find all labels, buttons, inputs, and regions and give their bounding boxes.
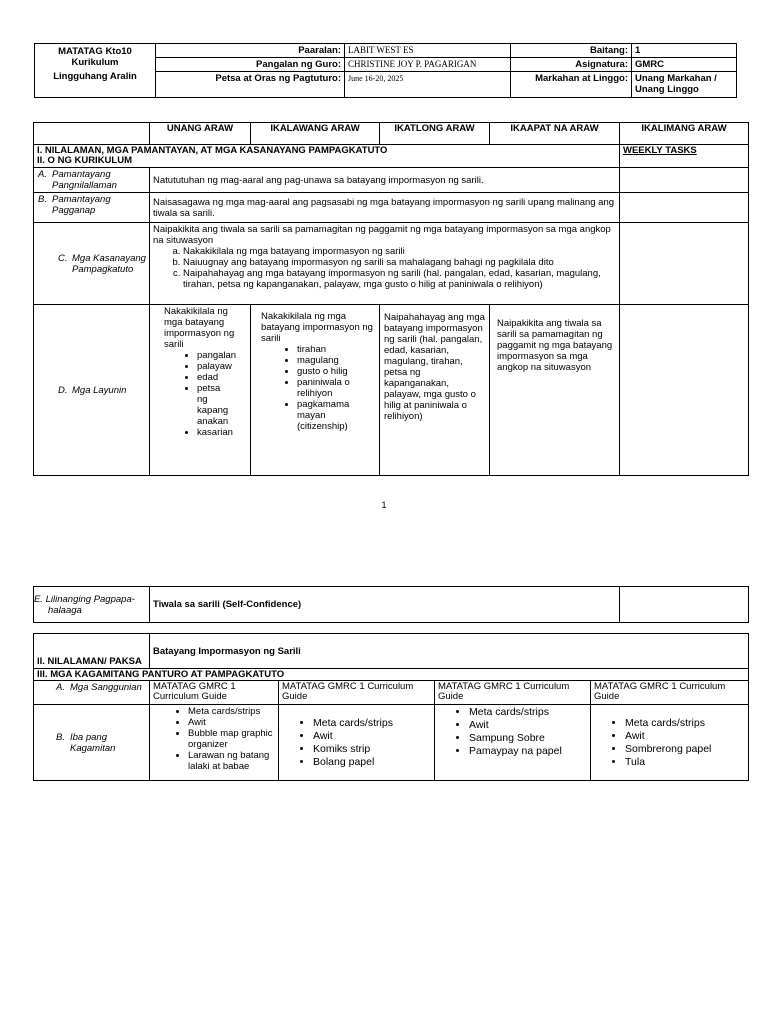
layunin-intro: Nakakikilala ng mga batayang impormasyon ng sarili bbox=[164, 306, 235, 350]
kasanayang-pampagkatuto-value bbox=[150, 223, 620, 305]
kasanayang-intro: Naipakikita ang tiwala sa sarili sa pamamagitan ng paggamit ng mga batayang impormasyon sa mga angkop na situwasyon bbox=[153, 224, 611, 246]
pagpapahalaga-label bbox=[34, 587, 150, 623]
kagamitan-day1 bbox=[150, 705, 279, 781]
layunin-item: • magulang bbox=[297, 355, 376, 366]
section1-title bbox=[34, 145, 620, 168]
petsa-label: Petsa at Oras ng Pagtuturo: bbox=[156, 72, 345, 98]
petsa-value: June 16-20, 2025 bbox=[345, 72, 511, 98]
weekly-tasks-cell bbox=[620, 223, 749, 305]
kagamitan-item: • Awit bbox=[469, 719, 587, 732]
header-left-title bbox=[35, 44, 156, 98]
kagamitan-item: • Pamaypay na papel bbox=[469, 745, 587, 758]
nilalaman-value: Batayang Impormasyon ng Sarili bbox=[150, 634, 749, 669]
layunin-item: • palayaw bbox=[197, 361, 247, 372]
kasanayang-item: b. Naiuugnay ang batayang impormasyon ng sarili sa mahalagang bahagi ng pagkilala dito bbox=[183, 257, 616, 268]
markahan-value: Unang Markahan / Unang Linggo bbox=[632, 72, 737, 98]
pamantayang-pangnilalaman-label bbox=[34, 168, 150, 193]
kagamitan-list bbox=[594, 717, 745, 769]
pamantayang-pagganap-label bbox=[34, 193, 150, 223]
header-title-line: MATATAG Kto10 bbox=[58, 46, 132, 57]
layunin-item: • pangalan bbox=[197, 350, 247, 361]
header-title-line: Lingguhang Aralin bbox=[53, 71, 137, 82]
kasanayang-pampagkatuto-label bbox=[34, 223, 150, 305]
kagamitan-item: • Meta cards/strips bbox=[313, 717, 431, 730]
nilalaman-table bbox=[33, 633, 749, 781]
kasanayang-list bbox=[153, 246, 616, 290]
asignatura-label: Asignatura: bbox=[511, 58, 632, 72]
kagamitan-item: • Awit bbox=[313, 730, 431, 743]
day-header: IKATLONG ARAW bbox=[380, 123, 490, 145]
layunin-day4: Naipakikita ang tiwala sa sarili sa pamamagitan ng paggamit ng mga batayang impormasyon sa mga angkop na situwasyon bbox=[490, 305, 620, 476]
label-number: B. bbox=[56, 731, 65, 743]
paaralan-value: LABIT WEST ES bbox=[345, 44, 511, 58]
kagamitan-title: III. MGA KAGAMITANG PANTURO AT PAMPAGKATUTO bbox=[34, 669, 749, 681]
kagamitan-item: • Awit bbox=[188, 717, 275, 728]
sanggunian-value: MATATAG GMRC 1 Curriculum Guide bbox=[150, 681, 279, 705]
kagamitan-item: • Meta cards/strips bbox=[625, 717, 745, 730]
layunin-day5 bbox=[620, 305, 749, 476]
label-number: C. bbox=[58, 252, 68, 264]
label-number: D. bbox=[58, 384, 68, 396]
kagamitan-item: • Meta cards/strips bbox=[188, 706, 275, 717]
label-number: A. bbox=[56, 682, 65, 693]
paaralan-label: Paaralan: bbox=[156, 44, 345, 58]
layunin-list bbox=[261, 344, 376, 432]
day-header: IKAAPAT NA ARAW bbox=[490, 123, 620, 145]
sanggunian-value: MATATAG GMRC 1 Curriculum Guide bbox=[435, 681, 591, 705]
kagamitan-item: • Bubble map graphic organizer bbox=[188, 728, 275, 750]
kagamitan-day2 bbox=[279, 705, 435, 781]
baitang-value: 1 bbox=[632, 44, 737, 58]
weekly-tasks-cell bbox=[620, 168, 749, 193]
label-text: Lilinanging Pagpapa-halaaga bbox=[45, 593, 135, 616]
kagamitan-item: • Tula bbox=[625, 756, 745, 769]
layunin-item: • paniniwala o relihiyon bbox=[297, 377, 363, 399]
kagamitan-item: • Meta cards/strips bbox=[469, 706, 587, 719]
guro-label: Pangalan ng Guro: bbox=[156, 58, 345, 72]
layunin-item: • petsa ng kapang anakan bbox=[197, 383, 229, 427]
kagamitan-day3 bbox=[435, 705, 591, 781]
weekly-tasks-cell bbox=[620, 193, 749, 223]
kasanayang-item: c. Naipahahayag ang mga batayang impormasyon ng sarili (hal. pangalan, edad, kasarian, magulang, tirahan, petsa ng kapanganakan, palayaw, mga gusto o hilig at paniniwala o relihiyon) bbox=[183, 268, 616, 290]
header-table bbox=[34, 43, 737, 98]
kagamitan-item: • Larawan ng batang lalaki at babae bbox=[188, 750, 275, 772]
main-table bbox=[33, 122, 749, 476]
layunin-list bbox=[164, 350, 247, 438]
pagpapahalaga-value: Tiwala sa sarili (Self-Confidence) bbox=[150, 587, 620, 623]
layunin-item: • edad bbox=[197, 372, 247, 383]
label-number: B. bbox=[38, 194, 47, 205]
section-title-line: I. NILALAMAN, MGA PAMANTAYAN, AT MGA KASANAYANG PAMPAGKATUTO bbox=[37, 145, 388, 156]
mga-layunin-label bbox=[34, 305, 150, 476]
layunin-day2 bbox=[251, 305, 380, 476]
asignatura-value: GMRC bbox=[632, 58, 737, 72]
sanggunian-label bbox=[34, 681, 150, 705]
kagamitan-list bbox=[282, 717, 431, 769]
header-title-line: Kurikulum bbox=[71, 57, 119, 68]
layunin-day3: Naipahahayag ang mga batayang impormasyon ng sarili (hal. pangalan, edad, kasarian, magulang, tirahan, petsa ng kapanganakan, palayaw, mga gusto o hilig at paniniwala o relihiyon) bbox=[380, 305, 490, 476]
guro-value: CHRISTINE JOY P. PAGARIGAN bbox=[345, 58, 511, 72]
pamantayang-pangnilalaman-value: Natututuhan ng mag-aaral ang pag-unawa sa batayang impormasyon ng sarili. bbox=[150, 168, 620, 193]
kagamitan-item: • Sombrerong papel bbox=[625, 743, 745, 756]
nilalaman-label: II. NILALAMAN/ PAKSA bbox=[34, 634, 150, 669]
kagamitan-item: • Komiks strip bbox=[313, 743, 431, 756]
day-header: IKALAWANG ARAW bbox=[251, 123, 380, 145]
pagpapahalaga-extra bbox=[620, 587, 749, 623]
label-text: Mga Sanggunian bbox=[70, 682, 142, 693]
layunin-item: • pagkamama mayan (citizenship) bbox=[297, 399, 363, 432]
layunin-day1 bbox=[150, 305, 251, 476]
baitang-label: Baitang: bbox=[511, 44, 632, 58]
kagamitan-item: • Bolang papel bbox=[313, 756, 431, 769]
page-number: 1 bbox=[381, 500, 387, 510]
layunin-item: • gusto o hilig bbox=[297, 366, 376, 377]
label-text: Mga Layunin bbox=[72, 384, 127, 396]
label-text: Iba pang Kagamitan bbox=[70, 731, 116, 754]
sanggunian-value: MATATAG GMRC 1 Curriculum Guide bbox=[591, 681, 749, 705]
layunin-item: • kasarian bbox=[197, 427, 247, 438]
day-header: UNANG ARAW bbox=[150, 123, 251, 145]
section-title-line: II. O NG KURIKULUM bbox=[37, 155, 132, 166]
label-text: Mga Kasanayang Pampagkatuto bbox=[72, 252, 146, 275]
layunin-item: • tirahan bbox=[297, 344, 376, 355]
label-number: A. bbox=[38, 169, 47, 180]
iba-pang-kagamitan-label bbox=[34, 705, 150, 781]
day-header: IKALIMANG ARAW bbox=[620, 123, 749, 145]
markahan-label: Markahan at Linggo: bbox=[511, 72, 632, 98]
kagamitan-day4 bbox=[591, 705, 749, 781]
kasanayang-item: a. Nakakikilala ng mga batayang impormasyon ng sarili bbox=[183, 246, 616, 257]
weekly-tasks-header: WEEKLY TASKS bbox=[620, 145, 749, 168]
label-number: E. bbox=[34, 593, 43, 605]
sanggunian-value: MATATAG GMRC 1 Curriculum Guide bbox=[279, 681, 435, 705]
layunin-intro: Nakakikilala ng mga batayang impormasyon ng sarili bbox=[261, 311, 373, 344]
kagamitan-item: • Awit bbox=[625, 730, 745, 743]
pamantayang-pagganap-value: Naisasagawa ng mga mag-aaral ang pagsasabi ng mga batayang impormasyon ng sarili upang malinang ang tiwala sa sarili. bbox=[150, 193, 620, 223]
kagamitan-item: • Sampung Sobre bbox=[469, 732, 587, 745]
label-text: Pamantayang Pagganap bbox=[52, 194, 111, 216]
kagamitan-list bbox=[153, 706, 275, 772]
label-text: Pamantayang Pangnilallaman bbox=[52, 169, 117, 191]
pagpapahalaga-table bbox=[33, 586, 749, 623]
empty-header-cell bbox=[34, 123, 150, 145]
kagamitan-list bbox=[438, 706, 587, 758]
